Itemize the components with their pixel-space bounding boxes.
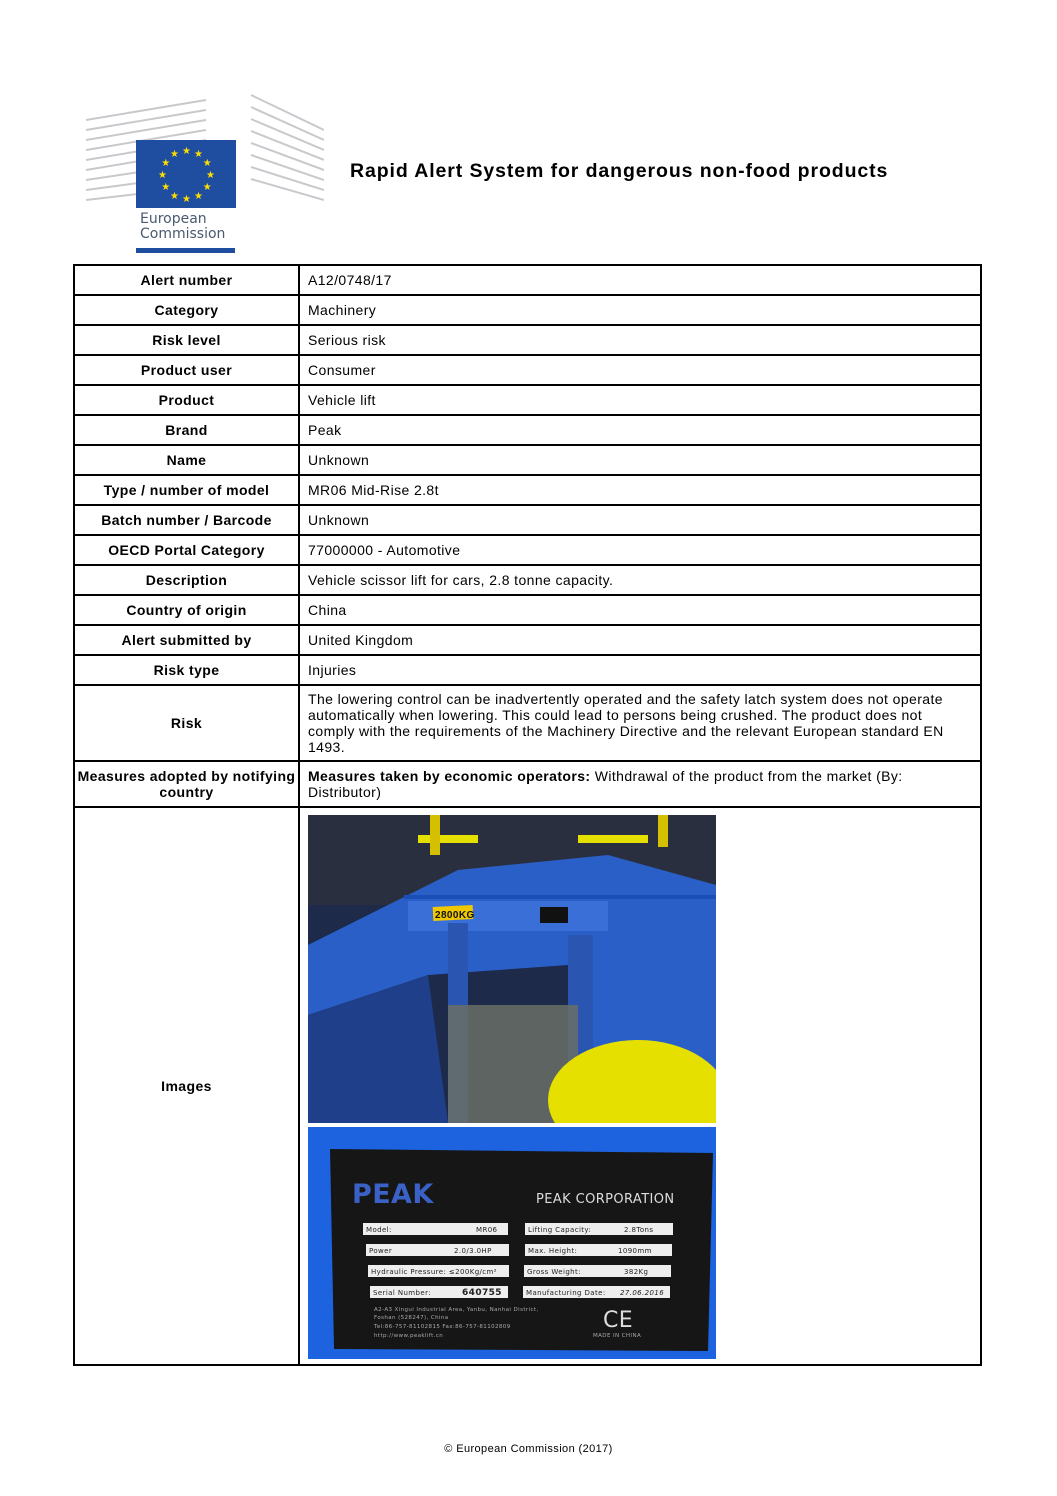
table-row [74,655,981,685]
footer-copyright: © European Commission (2017) [444,1443,613,1455]
measures-label: Measures taken by economic operators: [308,768,591,784]
row-value: Machinery [299,295,981,325]
logo-line-1: European [140,211,207,227]
images-row [74,807,981,1365]
eu-star-icon: ★ [170,190,179,202]
table-row [74,475,981,505]
row-value: Vehicle lift [299,385,981,415]
row-value: Consumer [299,355,981,385]
plate-made-in: MADE IN CHINA [593,1333,642,1339]
logo-underline [136,248,235,253]
row-key: Alert number [74,265,299,295]
plate-serial-value: 640755 [462,1288,502,1298]
row-key: Product user [74,355,299,385]
eu-star-icon: ★ [161,158,171,169]
plate-address-1: A2-A3 Xingui Industrial Area, Yanbu, Nanhai District, [374,1307,539,1313]
row-key: Name [74,445,299,475]
row-value: Serious risk [299,325,981,355]
table-row [74,505,981,535]
plate-date-value: 27.06.2016 [620,1289,665,1297]
plate-web: http://www.peaklift.cn [374,1333,444,1339]
row-key: OECD Portal Category [74,535,299,565]
plate-tel: Tel:86-757-81102815 Fax:86-757-81102809 [374,1324,511,1330]
plate-weight-value: 382Kg [624,1268,649,1276]
page-title: Rapid Alert System for dangerous non-food products [350,160,889,182]
row-key: Type / number of model [74,475,299,505]
table-row [74,385,981,415]
table-row [74,325,981,355]
eu-star-icon: ★ [202,158,212,169]
eu-star-icon: ★ [206,170,215,181]
plate-capacity-value: 2.8Tons [624,1226,654,1234]
eu-star-icon: ★ [170,149,179,161]
plate-power-label: Power [369,1247,393,1255]
row-value: Unknown [299,505,981,535]
table-row [74,535,981,565]
row-key: Risk level [74,325,299,355]
logo-line-2: Commission [140,226,226,242]
eu-star-icon: ★ [182,146,191,157]
row-key: Batch number / Barcode [74,505,299,535]
plate-serial-label: Serial Number: [373,1289,431,1297]
plate-height-value: 1090mm [618,1247,652,1255]
plate-capacity-label: Lifting Capacity: [528,1226,592,1234]
plate-weight-label: Gross Weight: [527,1268,581,1276]
plate-company: PEAK CORPORATION [536,1192,675,1207]
plate-pressure-label: Hydraulic Pressure: ≤200Kg/cm² [371,1268,497,1276]
row-key: Category [74,295,299,325]
table-row [74,565,981,595]
row-key: Alert submitted by [74,625,299,655]
row-key: Risk [74,685,299,761]
row-value: China [299,595,981,625]
plate-power-value: 2.0/3.0HP [454,1247,492,1255]
eu-star-icon: ★ [161,182,171,193]
logo-text [140,212,225,242]
plate-height-label: Max. Height: [528,1247,578,1255]
capacity-sticker: 2800KG [435,910,475,921]
table-row [74,625,981,655]
measures-value [299,761,981,807]
table-row [74,415,981,445]
row-value: A12/0748/17 [299,265,981,295]
row-value: Unknown [299,445,981,475]
table-row [74,265,981,295]
table-row [74,355,981,385]
table-row [74,595,981,625]
plate-address-2: Foshan (528247), China [374,1315,449,1321]
row-value: Injuries [299,655,981,685]
measures-row [74,761,981,807]
rating-plate-photo [308,1127,716,1359]
plate-date-label: Manufacturing Date: [526,1289,606,1297]
images-value [299,807,981,1365]
row-key: Product [74,385,299,415]
eu-star-icon: ★ [158,170,167,181]
table-row [74,685,981,761]
plate-brand: PEAK [352,1179,434,1210]
eu-star-icon: ★ [194,149,203,161]
table-row [74,295,981,325]
row-key: Risk type [74,655,299,685]
alert-table [74,265,981,1365]
row-value: Vehicle scissor lift for cars, 2.8 tonne capacity. [299,565,981,595]
row-key: Description [74,565,299,595]
row-value: MR06 Mid-Rise 2.8t [299,475,981,505]
row-key: Country of origin [74,595,299,625]
measures-key: Measures adopted by notifying country [74,761,299,807]
row-value: 77000000 - Automotive [299,535,981,565]
row-value: The lowering control can be inadvertently operated and the safety latch system does not operate automatically when lowering. This could lead to persons being crushed. The product does not comply with the requirements of the Machinery Directive and the relevant European standard EN 1493. [299,685,981,761]
row-key: Brand [74,415,299,445]
row-value: United Kingdom [299,625,981,655]
measures-text: Withdrawal of the product from the market (By: Distributor) [308,768,903,800]
table-row [74,445,981,475]
vehicle-lift-photo [308,815,716,1123]
images-key: Images [74,807,299,1365]
ce-mark-icon: CE [603,1308,634,1333]
plate-model-value: MR06 [476,1226,498,1234]
plate-model-label: Model: [366,1226,392,1234]
row-value: Peak [299,415,981,445]
eu-star-icon: ★ [194,190,203,202]
eu-star-icon: ★ [182,194,191,205]
eu-star-icon: ★ [202,182,212,193]
